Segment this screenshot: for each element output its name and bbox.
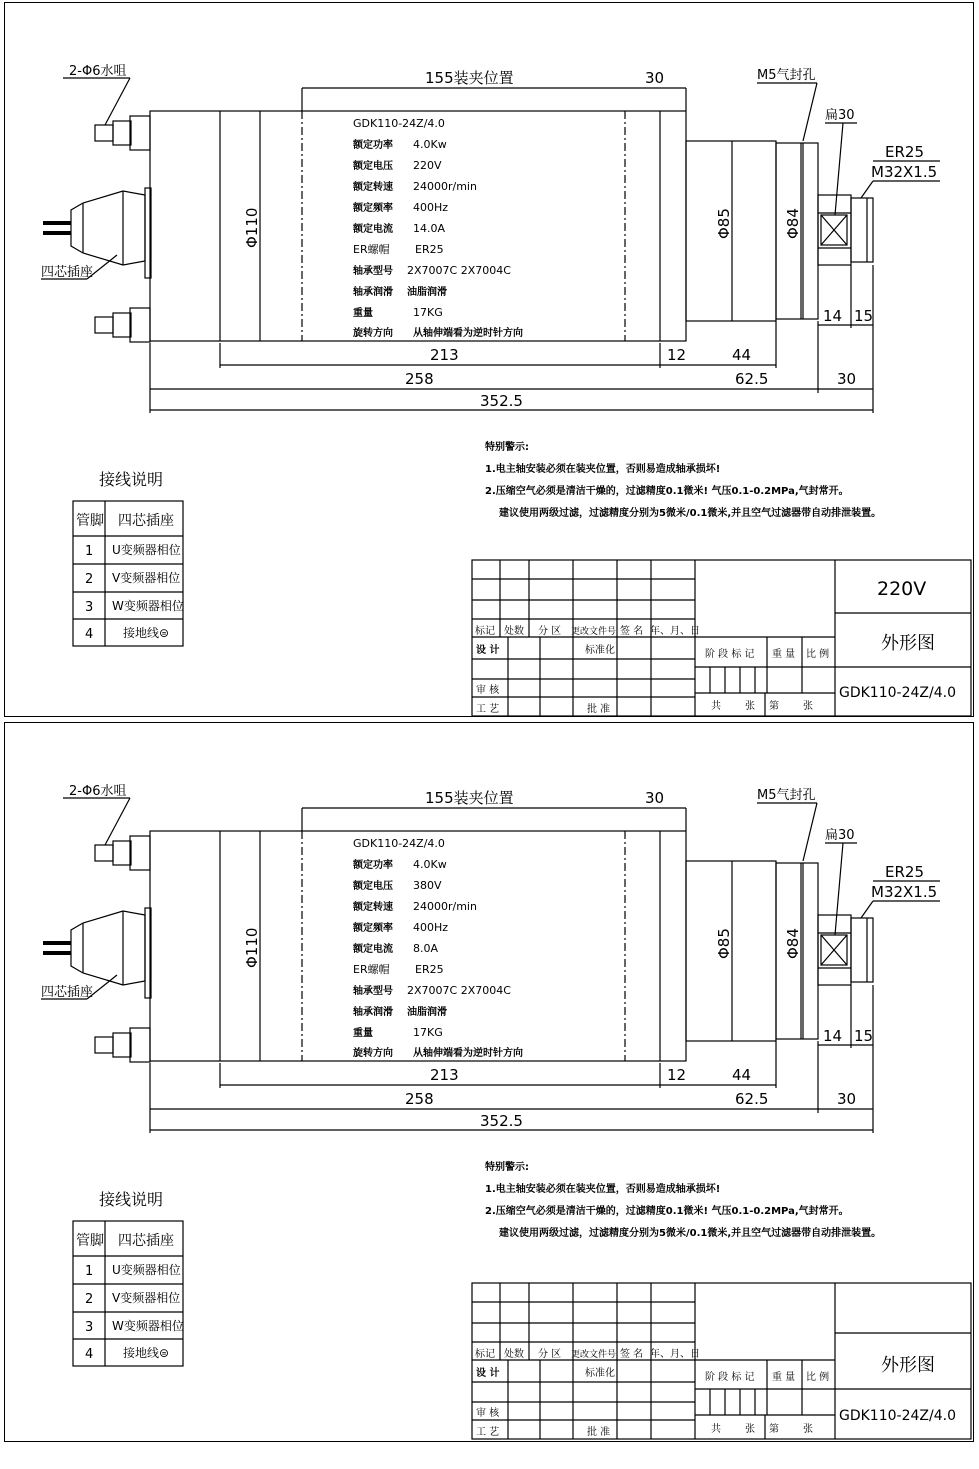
rev-header: 年、月、日: [650, 626, 700, 637]
water-nozzle-upper: [130, 116, 150, 150]
dim-14: 14: [823, 307, 843, 325]
collet-label: ER25: [885, 863, 924, 881]
spec-label: 额定转速: [353, 182, 393, 193]
rev-header: 处数: [504, 1349, 524, 1360]
spec-label: 额定电压: [353, 161, 393, 172]
dim-213: 213: [430, 1066, 459, 1084]
stage-mark-label: 阶 段 标 记: [705, 649, 755, 660]
warning-line-3: 建议使用两级过滤，过滤精度分别为5微米/0.1微米,并且空气过滤器带自动排泄装置。: [499, 508, 882, 519]
spec-value: 从轴伸端看为逆时针方向: [413, 1048, 523, 1059]
rev-header: 签 名: [620, 1349, 644, 1360]
warning-line-1: 1.电主轴安装必须在装夹位置，否则易造成轴承损坏!: [485, 1184, 721, 1195]
wiring-header-pin: 管脚: [76, 513, 104, 529]
thread-label: M32X1.5: [871, 883, 938, 901]
spec-label: 轴承型号: [353, 266, 393, 277]
clamp-offset-dim: 30: [645, 69, 665, 87]
wiring-header-socket: 四芯插座: [118, 1233, 174, 1249]
process-label: 工 艺: [476, 1427, 500, 1438]
rev-header: 更改文件号: [571, 1350, 617, 1360]
wiring-pin: 1: [85, 1264, 94, 1279]
four-pin-socket: [71, 911, 145, 985]
water-nozzle-lower: [130, 308, 150, 342]
dim-30: 30: [837, 1090, 857, 1108]
spec-value: 220V: [413, 159, 442, 172]
spec-value: 油脂润滑: [407, 1007, 447, 1018]
dim-258: 258: [405, 370, 434, 388]
thread-label: M32X1.5: [871, 163, 938, 181]
spec-list: [352, 138, 523, 339]
spec-label: 旋转方向: [353, 328, 393, 339]
spec-value: 17KG: [413, 1026, 443, 1039]
spec-value: ER25: [415, 243, 444, 256]
drawing-name: 外形图: [881, 633, 935, 654]
spec-value: 380V: [413, 879, 442, 892]
spec-value: 400Hz: [413, 201, 449, 214]
wiring-pin: 4: [85, 1347, 94, 1362]
spec-label: 轴承润滑: [353, 287, 393, 298]
warning-line-3: 建议使用两级过滤，过滤精度分别为5微米/0.1微米,并且空气过滤器带自动排泄装置。: [499, 1228, 882, 1239]
wiring-pin: 3: [85, 1320, 94, 1335]
spec-label: 轴承型号: [353, 986, 393, 997]
drawing-number: GDK110-24Z/4.0: [839, 1408, 956, 1424]
rev-header: 分 区: [538, 626, 562, 637]
dim-15: 15: [854, 307, 874, 325]
dim-12: 12: [667, 346, 687, 364]
wiring-pin: 1: [85, 544, 94, 559]
total-label: 共: [711, 1424, 721, 1435]
spec-label: 额定频率: [353, 203, 393, 214]
stage-mark-label: 阶 段 标 记: [705, 1372, 755, 1383]
spec-label: 额定电压: [353, 881, 393, 892]
spec-label: 重量: [353, 1028, 373, 1039]
warning-title: 特别警示:: [485, 442, 529, 453]
rev-header: 处数: [504, 626, 524, 637]
spec-value: 2X7007C 2X7004C: [407, 264, 511, 277]
wiring-desc: W变频器相位: [112, 599, 184, 613]
wiring-desc: V变频器相位: [112, 1291, 181, 1305]
dim-14: 14: [823, 1027, 843, 1045]
spec-value: ER25: [415, 963, 444, 976]
dim-213: 213: [430, 346, 459, 364]
spindle-drawing-bottom: [5, 723, 973, 1441]
dim-44: 44: [732, 1066, 752, 1084]
seal-hole-label: M5气封孔: [757, 788, 816, 803]
standard-label: 标准化: [585, 1368, 615, 1379]
wiring-header-pin: 管脚: [76, 1233, 104, 1249]
standard-label: 标准化: [585, 645, 615, 656]
rev-header: 更改文件号: [571, 627, 617, 637]
water-nozzle-label: 2-Φ6水咀: [69, 64, 127, 79]
spec-label: 额定功率: [353, 140, 393, 151]
check-label: 审 核: [476, 685, 500, 696]
spec-label: 重量: [353, 308, 373, 319]
spindle-drawing-top: [5, 3, 973, 716]
process-label: 工 艺: [476, 704, 500, 715]
check-label: 审 核: [476, 1408, 500, 1419]
spec-value: 24000r/min: [413, 180, 477, 193]
dim-44: 44: [732, 346, 752, 364]
spec-label: 额定频率: [353, 923, 393, 934]
spec-value: 从轴伸端看为逆时针方向: [413, 328, 523, 339]
page-label: 第: [769, 1424, 779, 1435]
dim-15: 15: [854, 1027, 874, 1045]
spec-label: 旋转方向: [353, 1048, 393, 1059]
weight-label: 重 量: [772, 1372, 796, 1383]
water-nozzle-upper: [130, 836, 150, 870]
wiring-desc: 接地线⊜: [123, 1346, 170, 1360]
drawing-name: 外形图: [881, 1355, 935, 1376]
wiring-title: 接线说明: [99, 1190, 164, 1209]
spec-value: 4.0Kw: [413, 858, 447, 871]
dim-62-5: 62.5: [735, 1090, 769, 1108]
wiring-title: 接线说明: [99, 470, 164, 489]
wiring-header-socket: 四芯插座: [118, 513, 174, 529]
spec-label: 额定功率: [353, 860, 393, 871]
spec-value: 17KG: [413, 306, 443, 319]
spec-model: GDK110-24Z/4.0: [353, 117, 445, 130]
water-nozzle-label: 2-Φ6水咀: [69, 784, 127, 799]
page-sheets-label: 张: [803, 1424, 813, 1435]
spec-value: 14.0A: [413, 222, 446, 235]
flat-label: 扁30: [825, 828, 855, 843]
drawing-sheet-top: [4, 2, 974, 717]
wiring-desc: V变频器相位: [112, 571, 181, 585]
rev-header: 签 名: [620, 626, 644, 637]
spec-value: 24000r/min: [413, 900, 477, 913]
approve-label: 批 准: [587, 1427, 611, 1438]
spec-label: ER螺帽: [353, 963, 390, 976]
spec-model: GDK110-24Z/4.0: [353, 837, 445, 850]
drawing-number: GDK110-24Z/4.0: [839, 685, 956, 701]
dim-258: 258: [405, 1090, 434, 1108]
sheets-label: 张: [745, 701, 755, 712]
socket-label: 四芯插座: [41, 985, 94, 1000]
warning-title: 特别警示:: [485, 1162, 529, 1173]
page-sheets-label: 张: [803, 701, 813, 712]
drawing-sheet-bottom: [4, 722, 974, 1442]
rev-header: 分 区: [538, 1349, 562, 1360]
seal-hole-label: M5气封孔: [757, 68, 816, 83]
collet-label: ER25: [885, 143, 924, 161]
dim-12: 12: [667, 1066, 687, 1084]
voltage-title: 220V: [877, 578, 927, 600]
spec-value: 油脂润滑: [407, 287, 447, 298]
spec-label: ER螺帽: [353, 243, 390, 256]
clamp-offset-dim: 30: [645, 789, 665, 807]
spec-label: 额定转速: [353, 902, 393, 913]
spec-value: 4.0Kw: [413, 138, 447, 151]
dim-62-5: 62.5: [735, 370, 769, 388]
weight-label: 重 量: [772, 649, 796, 660]
warning-line-2: 2.压缩空气必须是清洁干燥的，过滤精度0.1微米! 气压0.1-0.2MPa,气封常开。: [485, 1206, 849, 1217]
warning-line-2: 2.压缩空气必须是清洁干燥的，过滤精度0.1微米! 气压0.1-0.2MPa,气封常开。: [485, 486, 849, 497]
front-diameter-dim: Φ85: [715, 208, 733, 239]
scale-label: 比 例: [806, 649, 830, 660]
wiring-pin: 2: [85, 572, 94, 587]
wiring-desc: W变频器相位: [112, 1319, 184, 1333]
rev-header: 年、月、日: [650, 1349, 700, 1360]
socket-label: 四芯插座: [41, 265, 94, 280]
wiring-desc: U变频器相位: [112, 543, 181, 557]
dim-352-5: 352.5: [480, 392, 523, 410]
spec-label: 轴承润滑: [353, 1007, 393, 1018]
wiring-desc: 接地线⊜: [123, 626, 170, 640]
design-label: 设 计: [476, 645, 500, 656]
clamp-position-dim: 155装夹位置: [425, 789, 514, 807]
dim-30: 30: [837, 370, 857, 388]
wiring-pin: 3: [85, 600, 94, 615]
nose-diameter-dim: Φ84: [784, 208, 802, 239]
page-label: 第: [769, 701, 779, 712]
spec-label: 额定电流: [353, 224, 393, 235]
spec-value: 8.0A: [413, 942, 439, 955]
rev-header: 标记: [475, 626, 495, 637]
nose-diameter-dim: Φ84: [784, 928, 802, 959]
warning-line-1: 1.电主轴安装必须在装夹位置，否则易造成轴承损坏!: [485, 464, 721, 475]
spec-label: 额定电流: [353, 944, 393, 955]
clamp-position-dim: 155装夹位置: [425, 69, 514, 87]
body-diameter-dim: Φ110: [243, 927, 261, 968]
spec-list: [352, 858, 523, 1059]
front-diameter-dim: Φ85: [715, 928, 733, 959]
rev-header: 标记: [475, 1349, 495, 1360]
wiring-pin: 2: [85, 1292, 94, 1307]
spec-value: 2X7007C 2X7004C: [407, 984, 511, 997]
scale-label: 比 例: [806, 1372, 830, 1383]
wiring-desc: U变频器相位: [112, 1263, 181, 1277]
approve-label: 批 准: [587, 704, 611, 715]
four-pin-socket: [71, 191, 145, 265]
design-label: 设 计: [476, 1368, 500, 1379]
wiring-pin: 4: [85, 627, 94, 642]
flat-label: 扁30: [825, 108, 855, 123]
sheets-label: 张: [745, 1424, 755, 1435]
body-diameter-dim: Φ110: [243, 207, 261, 248]
dim-352-5: 352.5: [480, 1112, 523, 1130]
total-label: 共: [711, 701, 721, 712]
spec-value: 400Hz: [413, 921, 449, 934]
water-nozzle-lower: [130, 1028, 150, 1062]
